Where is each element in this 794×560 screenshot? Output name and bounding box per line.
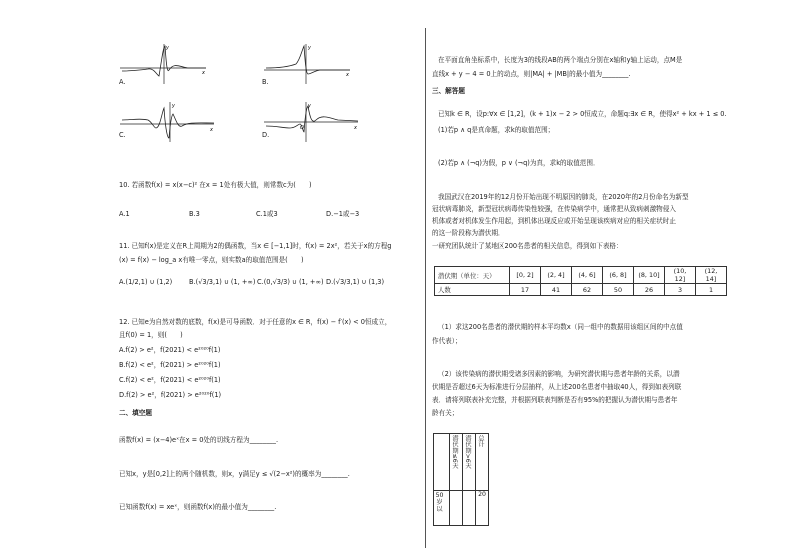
table-header-cell: (4, 6] bbox=[572, 267, 603, 284]
origin-label: O bbox=[300, 125, 304, 131]
graph-option-b bbox=[262, 40, 354, 86]
q11-line2: (x) = f(x) − log_a x有唯一零点，则实数a的取值范围是( ) bbox=[119, 256, 304, 264]
table-header-cell: (2, 4] bbox=[541, 267, 572, 284]
table-cell: 人数 bbox=[435, 284, 510, 296]
q11-option-a: A.(1/2,1) ∪ (1,2) bbox=[119, 278, 173, 286]
column-divider bbox=[425, 28, 426, 548]
table-cell: 17 bbox=[510, 284, 541, 296]
q10-option-d: D.−1或−3 bbox=[326, 210, 360, 218]
graph-a-label: A. bbox=[119, 78, 126, 86]
q18-part2-line4: 龄有关； bbox=[432, 409, 459, 417]
q11-option-c: C.(0,√3/3) ∪ (1, +∞) bbox=[257, 278, 324, 286]
y-axis-label: y bbox=[308, 103, 311, 109]
q12-option-b: B.f(2) < e²，f(2021) > e²⁰²⁰f(1) bbox=[119, 361, 221, 369]
table-header-cell bbox=[450, 434, 463, 491]
q11-option-b: B.(√3/3,1) ∪ (1, +∞) bbox=[189, 278, 256, 286]
q10-stem: 10. 若函数f(x) = x(x−c)² 在x = 1处有极大值，则常数c为( ) bbox=[119, 181, 312, 189]
table-header-cell bbox=[463, 434, 476, 491]
section-2-title: 二、填空题 bbox=[119, 409, 152, 417]
y-axis-label: y bbox=[308, 45, 311, 51]
table-cell: 41 bbox=[541, 284, 572, 296]
section-3-title: 三、解答题 bbox=[432, 87, 465, 95]
graph-option-a bbox=[118, 40, 210, 86]
q10-option-b: B.3 bbox=[189, 210, 200, 218]
q18-part2-line3: 表．请将列联表补充完整，并根据列联表判断是否有95%的把握认为潜伏期与患者年 bbox=[432, 396, 678, 404]
y-axis-label: y bbox=[166, 45, 169, 51]
table-header-cell: [0, 2] bbox=[510, 267, 541, 284]
table-row bbox=[435, 284, 727, 296]
table-row bbox=[434, 491, 489, 526]
q18-para-2: 冠状病毒肺炎，新型冠状病毒传染性较强，在传染病学中，通常把从致病刺激物侵入 bbox=[432, 205, 676, 213]
q12-line1: 12. 已知e为自然对数的底数，f(x)是可导函数．对于任意的x ∈ R，f(x) − f′(x) < 0恒成立， bbox=[119, 318, 392, 326]
graph-d-label: D. bbox=[262, 131, 270, 139]
incubation-table bbox=[434, 266, 727, 296]
contingency-table bbox=[433, 433, 489, 526]
q11-option-d: D.(√3/3,1) ∪ (1,3) bbox=[326, 278, 385, 286]
graph-b-label: B. bbox=[262, 78, 269, 86]
table-corner-cell bbox=[434, 434, 450, 491]
q18-para-4: 的这一阶段称为潜伏期． bbox=[432, 229, 505, 237]
table-header-cell: 潜伏期（单位：天） bbox=[435, 267, 510, 284]
q16-line1: 在平面直角坐标系中，长度为3的线段AB的两个端点分别在x轴和y轴上运动，点M是 bbox=[438, 56, 683, 64]
table-cell bbox=[463, 491, 476, 526]
ct-header-le6: 潜伏期≤6天 bbox=[451, 435, 458, 469]
y-axis-label: y bbox=[172, 103, 175, 109]
q12-line2: 且f(0) = 1，则( ) bbox=[119, 331, 183, 339]
q18-para-5: 一研究团队统计了某地区200名患者的相关信息，得到如下表格： bbox=[432, 242, 623, 250]
fill-question-3: 已知函数f(x) = xeˣ，则函数f(x)的最小值为________. bbox=[119, 503, 277, 511]
table-header-cell: (10, 12] bbox=[665, 267, 696, 284]
ct-row-total: 20 bbox=[478, 491, 486, 498]
table-header-cell: (6, 8] bbox=[603, 267, 634, 284]
x-axis-label: x bbox=[346, 72, 349, 78]
table-header-cell: (12, 14] bbox=[696, 267, 727, 284]
table-cell: 62 bbox=[572, 284, 603, 296]
q10-option-a: A.1 bbox=[119, 210, 130, 218]
table-header-row bbox=[435, 267, 727, 284]
table-cell: 26 bbox=[634, 284, 665, 296]
q10-option-c: C.1或3 bbox=[256, 210, 278, 218]
table-header-row bbox=[434, 434, 489, 491]
graph-option-c bbox=[118, 98, 218, 144]
q12-option-a: A.f(2) > e²，f(2021) < e²⁰²⁰f(1) bbox=[119, 346, 221, 354]
table-cell: 3 bbox=[665, 284, 696, 296]
table-header-cell: (8, 10] bbox=[634, 267, 665, 284]
q18-para-1: 我国武汉在2019年的12月份开始出现不明原因的肺炎，在2020年的2月份命名为新型 bbox=[438, 193, 689, 201]
ct-header-gt6: 潜伏期>6天 bbox=[464, 435, 471, 469]
q17-part2: (2)若p ∧ (¬q)为假，p ∨ (¬q)为真，求k的取值范围． bbox=[438, 159, 600, 167]
q18-part1-line1: （1）求这200名患者的潜伏期的样本平均数x（同一组中的数据用该组区间的中点值 bbox=[438, 323, 683, 331]
table-cell bbox=[450, 491, 463, 526]
graph-c-label: C. bbox=[119, 131, 126, 139]
table-cell bbox=[476, 491, 489, 526]
q18-part2-line2: 伏期是否超过6天为标准进行分层抽样，从上述200名患者中抽取40人，得到如表列联 bbox=[432, 383, 682, 391]
q11-line1: 11. 已知f(x)是定义在R上周期为2的偶函数，当x ∈ [−1,1]时，f(x) = 2x²，若关于x的方程g bbox=[119, 242, 392, 250]
table-cell bbox=[434, 491, 450, 526]
q12-option-d: D.f(2) > e²，f(2021) > e²⁰²⁰f(1) bbox=[119, 391, 222, 399]
fill-question-2: 已知x，y是[0,2]上的两个随机数，则x，y满足y ≤ √(2−x²)的概率为________. bbox=[119, 470, 350, 478]
q18-part1-line2: 作代表）； bbox=[432, 337, 462, 345]
q12-option-c: C.f(2) < e²，f(2021) < e²⁰²⁰f(1) bbox=[119, 376, 221, 384]
x-axis-label: x bbox=[210, 127, 213, 133]
fill-question-1: 函数f(x) = (x−4)eˣ在x = 0处的切线方程为________. bbox=[119, 436, 279, 444]
ct-header-total: 总计 bbox=[477, 435, 484, 448]
ct-row-label: 50岁以 bbox=[435, 492, 444, 513]
table-cell: 1 bbox=[696, 284, 727, 296]
q18-para-3: 机体或者对机体发生作用起，到机体出现反应或开始呈现该疾病对应的相关症状时止 bbox=[432, 217, 676, 225]
graph-option-d bbox=[262, 98, 362, 144]
q16-line2: 直线x + y − 4 = 0上的动点，则|MA| + |MB|的最小值为________. bbox=[432, 70, 631, 78]
q18-part2-line1: （2）该传染病的潜伏期受诸多因素的影响，为研究潜伏期与患者年龄的关系，以潜 bbox=[438, 370, 680, 378]
table-header-cell bbox=[476, 434, 489, 491]
x-axis-label: x bbox=[354, 125, 357, 131]
table-cell: 50 bbox=[603, 284, 634, 296]
q17-part1: (1)若p ∧ q是真命题，求k的取值范围； bbox=[438, 126, 555, 134]
q17-stem: 已知k ∈ R，设p:∀x ∈ [1,2]，(k + 1)x − 2 > 0恒成立，命题q:∃x ∈ R，使得x² + kx + 1 ≤ 0. bbox=[438, 110, 727, 118]
x-axis-label: x bbox=[202, 70, 205, 76]
